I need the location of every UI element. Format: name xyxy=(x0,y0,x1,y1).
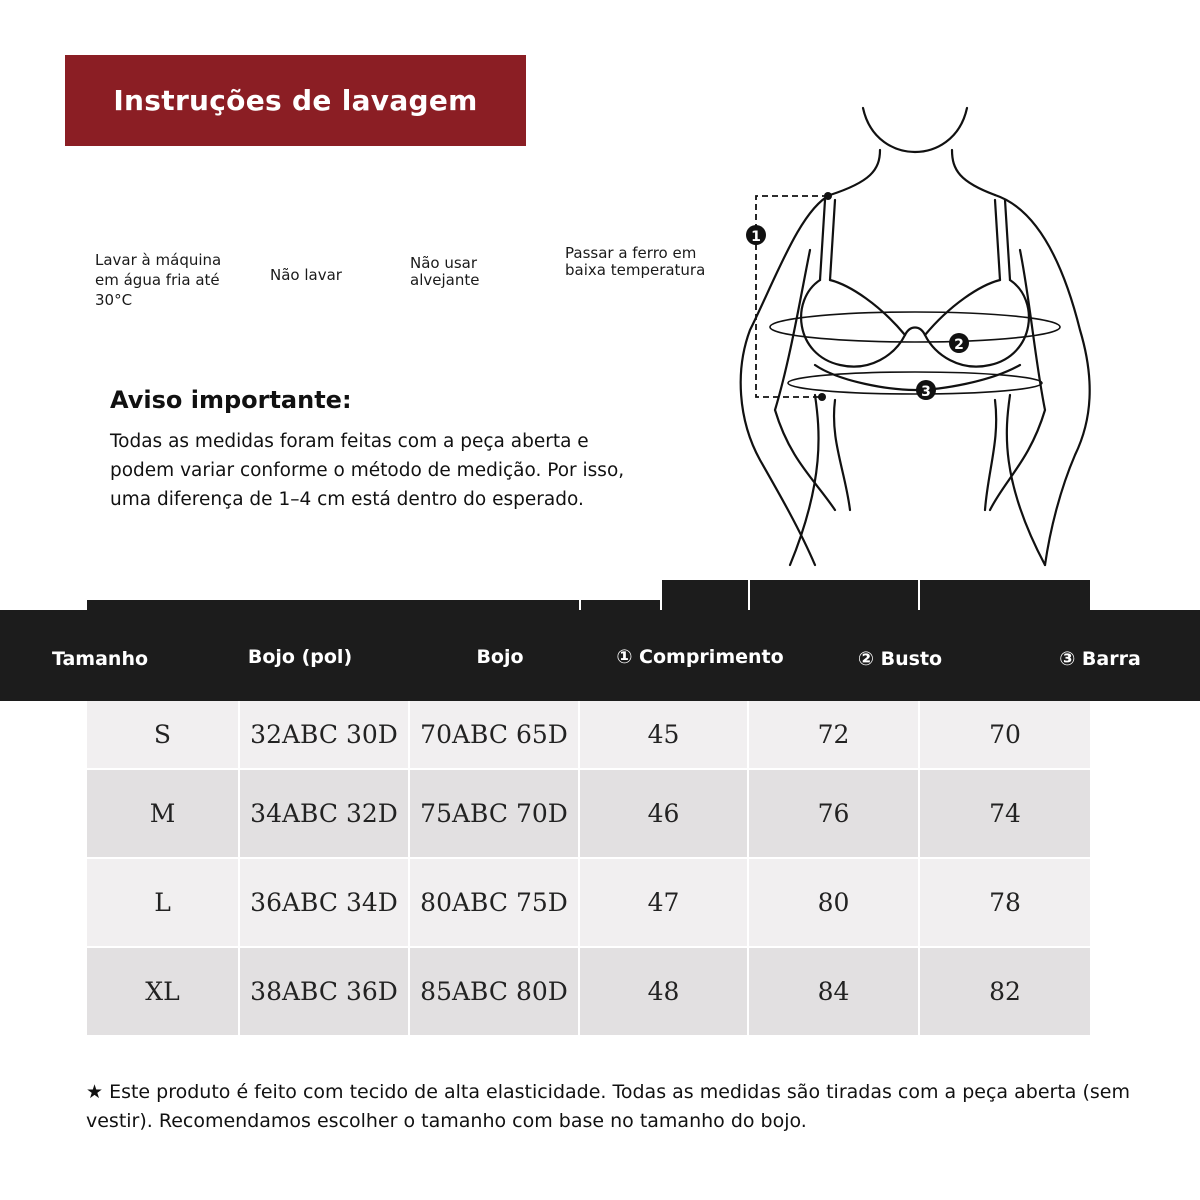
cell-size: M xyxy=(87,770,240,859)
header-band: ③ Barra xyxy=(1059,648,1141,670)
cell-cup-inches: 32ABC 30D xyxy=(240,701,410,770)
notice-text: Todas as medidas foram feitas com a peça aberta e podem variar conforme o método de medição. Por isso, uma diferença de 1–4 cm está dentro do esperado. xyxy=(110,431,625,510)
marker-1 xyxy=(746,225,766,245)
cell-length: 46 xyxy=(580,770,749,859)
cell-band: 70 xyxy=(920,701,1090,770)
table-row xyxy=(87,948,1090,1037)
cell-length: 48 xyxy=(580,948,749,1037)
header-length: ① Comprimento xyxy=(616,646,784,668)
cell-size: S xyxy=(87,701,240,770)
cell-bust: 72 xyxy=(749,701,920,770)
footnote: ★ Este produto é feito com tecido de alta elasticidade. Todas as medidas são tiradas com a peça aberta (sem vestir). Recomendamos escolher o tamanho com base no tamanho do bojo. xyxy=(86,1081,1130,1132)
cell-size: XL xyxy=(87,948,240,1037)
cell-bust: 84 xyxy=(749,948,920,1037)
cell-band: 74 xyxy=(920,770,1090,859)
cell-length: 47 xyxy=(580,859,749,948)
notice-title: Aviso importante: xyxy=(110,386,352,414)
cell-cup-inches: 36ABC 34D xyxy=(240,859,410,948)
table-row xyxy=(87,770,1090,859)
wash-instruction-no-bleach: Não usar alvejante xyxy=(410,254,480,289)
wash-instruction-iron: Passar a ferro em baixa temperatura xyxy=(565,244,706,279)
cell-cup-inches: 38ABC 36D xyxy=(240,948,410,1037)
cell-cup: 80ABC 75D xyxy=(410,859,580,948)
header-bust: ② Busto xyxy=(857,648,943,670)
cell-bust: 76 xyxy=(749,770,920,859)
svg-text:1: 1 xyxy=(751,229,761,245)
cell-band: 78 xyxy=(920,859,1090,948)
cell-cup: 75ABC 70D xyxy=(410,770,580,859)
header-cup: Bojo xyxy=(476,646,524,668)
wash-instruction-machine: Lavar à máquina em água fria até 30°C xyxy=(95,251,222,309)
header-cup-inches: Bojo (pol) xyxy=(247,646,353,668)
cell-bust: 80 xyxy=(749,859,920,948)
length-point-top xyxy=(824,192,832,200)
table-row xyxy=(87,701,1090,770)
cell-cup-inches: 34ABC 32D xyxy=(240,770,410,859)
header-size: Tamanho xyxy=(51,648,149,670)
marker-3 xyxy=(916,380,936,400)
cell-cup: 70ABC 65D xyxy=(410,701,580,770)
svg-text:3: 3 xyxy=(921,384,931,400)
wash-instruction-no-wash: Não lavar xyxy=(270,266,342,284)
cell-band: 82 xyxy=(920,948,1090,1037)
table-row xyxy=(87,859,1090,948)
cell-size: L xyxy=(87,859,240,948)
page-title: Instruções de lavagem xyxy=(65,55,526,146)
length-point-bottom xyxy=(818,393,826,401)
figure-outline xyxy=(741,108,1090,565)
marker-2 xyxy=(949,333,969,353)
table-header xyxy=(0,610,1200,701)
measurement-figure xyxy=(720,100,1120,570)
cell-cup: 85ABC 80D xyxy=(410,948,580,1037)
cell-length: 45 xyxy=(580,701,749,770)
svg-text:2: 2 xyxy=(954,337,964,353)
